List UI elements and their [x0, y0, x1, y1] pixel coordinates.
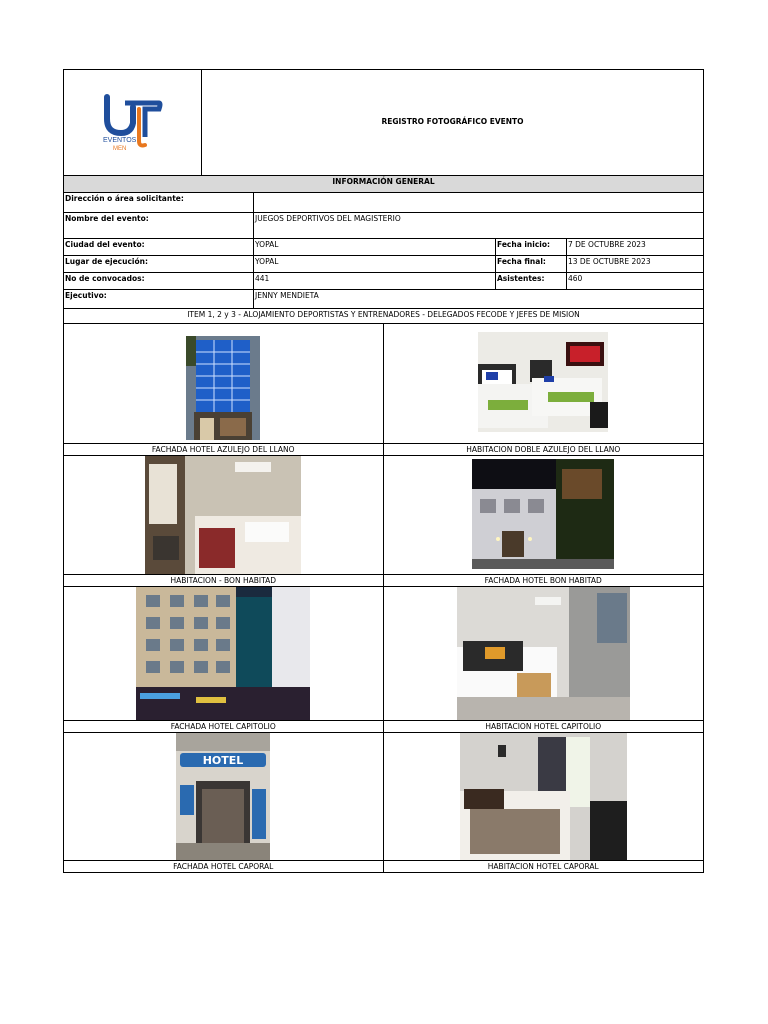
photo-row-4	[64, 733, 703, 872]
caption-6: HABITACION HOTEL CAPITOLIO	[384, 720, 704, 732]
header-row	[64, 70, 703, 176]
photo-habitacion-capitolio	[457, 587, 630, 720]
caption-8: HABITACION HOTEL CAPORAL	[384, 860, 704, 872]
ciudad-label: Ciudad del evento:	[64, 239, 254, 255]
photo-cell-4	[384, 456, 704, 586]
fecha-final-value: 13 DE OCTUBRE 2023	[568, 257, 651, 266]
photo-row-3	[64, 587, 703, 733]
photo-fachada-bon-habitad	[472, 459, 614, 569]
section-header: INFORMACIÓN GENERAL	[64, 176, 703, 192]
convocados-row	[64, 273, 703, 290]
direccion-row	[64, 193, 703, 213]
nombre-label: Nombre del evento:	[64, 213, 254, 238]
nombre-value: JUEGOS DEPORTIVOS DEL MAGISTERIO	[255, 214, 401, 223]
ciudad-row	[64, 239, 703, 256]
photo-cell-6	[384, 587, 704, 732]
fecha-inicio-value: 7 DE OCTUBRE 2023	[568, 240, 646, 249]
photo-report-sheet	[63, 69, 704, 873]
fecha-inicio-label: Fecha inicio:	[496, 239, 567, 255]
ejecutivo-value: JENNY MENDIETA	[255, 291, 319, 300]
photo-habitacion-doble-azulejo	[478, 332, 608, 432]
fecha-final-label: Fecha final:	[496, 256, 567, 272]
convocados-label: No de convocados:	[64, 273, 254, 289]
section-header-row	[64, 176, 703, 193]
caption-7: FACHADA HOTEL CAPORAL	[64, 860, 383, 872]
lugar-label: Lugar de ejecución:	[64, 256, 254, 272]
logo-line2: MEN	[112, 145, 126, 152]
logo-line1: EVENTOS	[102, 136, 136, 144]
lugar-value: YOPAL	[254, 256, 496, 272]
logo-cell	[64, 70, 202, 175]
photo-row-1	[64, 324, 703, 456]
photo-cell-5	[64, 587, 384, 732]
direccion-value	[254, 193, 703, 212]
ciudad-value: YOPAL	[254, 239, 496, 255]
caption-5: FACHADA HOTEL CAPITOLIO	[64, 720, 383, 732]
caption-2: HABITACION DOBLE AZULEJO DEL LLANO	[384, 443, 704, 455]
eventos-men-logo	[101, 93, 165, 153]
ejecutivo-row	[64, 290, 703, 309]
asistentes-value: 460	[568, 274, 583, 283]
caption-4: FACHADA HOTEL BON HABITAD	[384, 574, 704, 586]
photo-cell-1	[64, 324, 384, 455]
photo-habitacion-bon-habitad	[145, 456, 301, 574]
photo-cell-2	[384, 324, 704, 455]
asistentes-label: Asistentes:	[496, 273, 567, 289]
caption-1: FACHADA HOTEL AZULEJO DEL LLANO	[64, 443, 383, 455]
photo-fachada-caporal	[176, 733, 270, 860]
direccion-label: Dirección o área solicitante:	[64, 193, 254, 212]
photo-cell-3	[64, 456, 384, 586]
photo-cell-7	[64, 733, 384, 872]
item-header-row	[64, 309, 703, 324]
photo-fachada-azulejo	[186, 336, 260, 440]
ejecutivo-label: Ejecutivo:	[64, 290, 254, 308]
photo-habitacion-caporal	[460, 733, 627, 860]
lugar-row	[64, 256, 703, 273]
convocados-value: 441	[254, 273, 496, 289]
page-title: REGISTRO FOTOGRÁFICO EVENTO	[381, 117, 524, 127]
photo-row-2	[64, 456, 703, 587]
photo-cell-8	[384, 733, 704, 872]
caption-3: HABITACION - BON HABITAD	[64, 574, 383, 586]
item-header: ITEM 1, 2 y 3 - ALOJAMIENTO DEPORTISTAS Y ENTRENADORES - DELEGADOS FECODE Y JEFES DE MISION	[187, 310, 580, 319]
nombre-row	[64, 213, 703, 239]
hotel-sign-text: HOTEL	[202, 754, 244, 767]
photo-fachada-capitolio	[136, 587, 310, 720]
